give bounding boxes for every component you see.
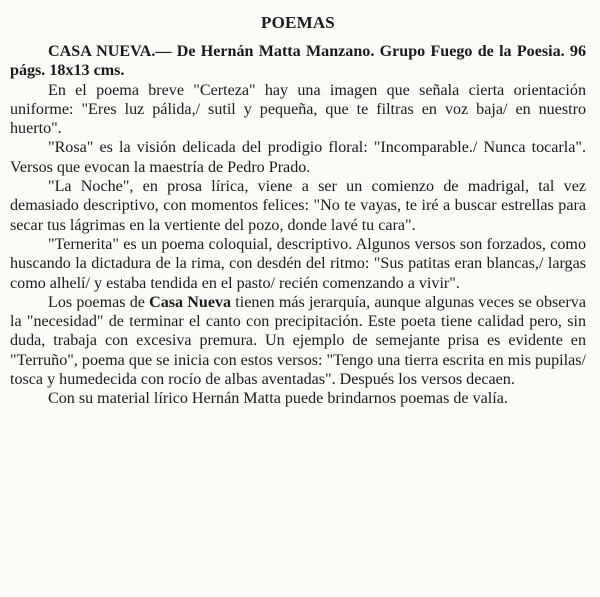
paragraph-certeza: En el poema breve "Certeza" hay una imagen que señala cierta orientación uniforme: "Eres luz pálida,/ sutil y pequeña, que te filtras en voz baja/ en nuestro huerto".: [10, 81, 586, 138]
review-body: [10, 42, 586, 409]
paragraph-casa-nueva-start: Los poemas de: [48, 293, 150, 311]
paragraph-casa-nueva-rest: tienen más jerarquía, aunque algunas veces se observa la "necesidad" de terminar el canto con precipitación. Este poeta tiene calidad pero, sin duda, trabaja con excesiva premura. Un ejemplo de semejante prisa es evidente en "Terruño", poema que se inicia con estos versos: "Tengo una tierra escrita en mis pupilas/ tosca y humedecida con rocío de albas aventadas". Después los versos decaen.: [10, 293, 586, 389]
paragraph-la-noche: "La Noche", en prosa lírica, viene a ser un comienzo de madrigal, tal vez demasiado descriptivo, con momentos felices: "No te vayas, te iré a buscar estrellas para secar tus lágrimas en la vertiente del pozo, donde lavé tu cara".: [10, 178, 586, 234]
paragraph-casa-nueva: [10, 293, 586, 389]
paragraph-ternerita: "Ternerita" es un poema coloquial, descriptivo. Algunos versos son forzados, como huscando la dictadura de la rima, con desdén del ritmo: "Sus patitas eran blancas,/ largas como alhelí/ y estaba tendida en el pasto/ recién comenzando a vivir".: [10, 235, 586, 292]
section-title: POEMAS: [261, 13, 335, 32]
paragraph-conclusion: Con su material lírico Hernán Matta puede brindarnos poemas de valía.: [48, 390, 508, 408]
review-heading: CASA NUEVA.— De Hernán Matta Manzano. Grupo Fuego de la Poesia. 96 págs. 18x13 cms.: [10, 43, 586, 80]
paragraph-rosa: "Rosa" es la visión delicada del prodigio floral: "Incomparable./ Nunca tocarla". Versos que evocan la maestría de Pedro Prado.: [10, 139, 586, 176]
book-title-inline: Casa Nueva: [149, 293, 232, 311]
